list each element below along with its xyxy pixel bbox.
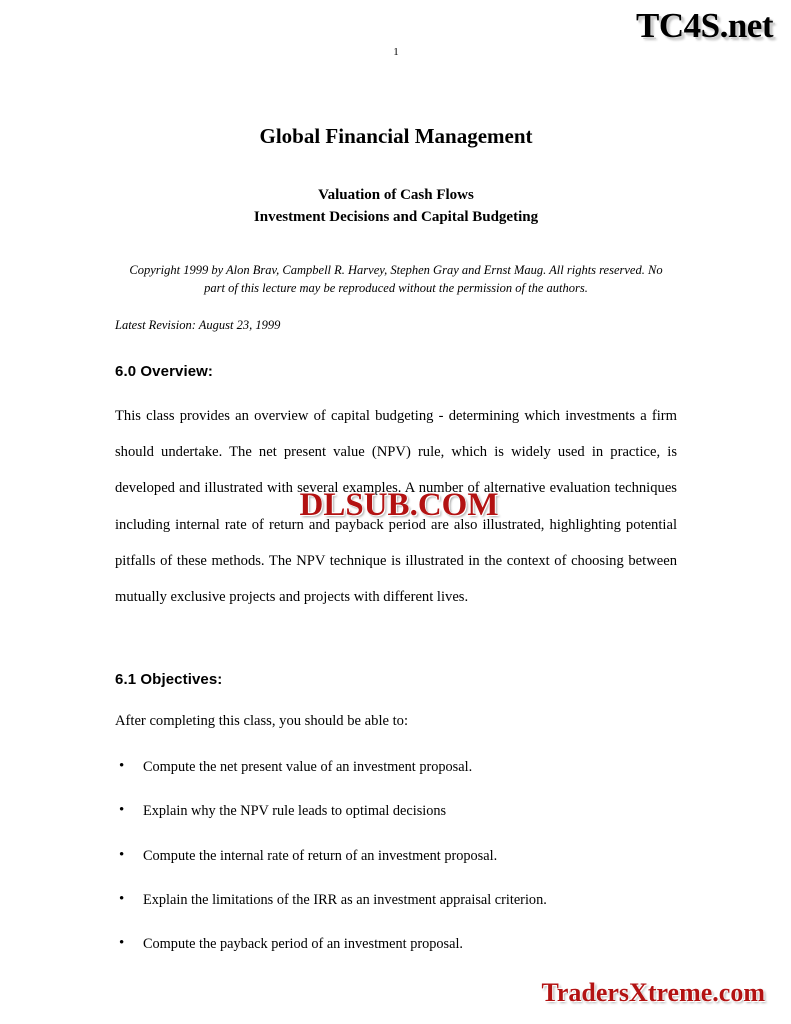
watermark-center: DLSUB.COM [299, 487, 499, 523]
document-content [115, 0, 677, 954]
section-heading-objectives: 6.1 Objectives: [115, 671, 223, 689]
list-item [115, 801, 677, 821]
revision-date: Latest Revision: August 23, 1999 [115, 318, 281, 332]
document-subtitle [115, 185, 677, 229]
list-item [115, 890, 677, 910]
watermark-bottom-right: TradersXtreme.com [541, 978, 765, 1007]
subtitle-line-1: Valuation of Cash Flows [318, 187, 474, 203]
list-item [115, 934, 677, 954]
list-item-label: Compute the internal rate of return of an investment proposal. [143, 847, 498, 864]
subtitle-line-2: Investment Decisions and Capital Budgeting [253, 208, 539, 225]
objectives-lead-text: After completing this class, you should be able to: [115, 713, 409, 730]
section-heading-overview: 6.0 Overview: [115, 363, 214, 380]
list-item-label: Explain why the NPV rule leads to optimal decisions [143, 803, 447, 820]
bullet-icon: • [119, 934, 125, 951]
objectives-list [115, 757, 677, 953]
list-item [115, 846, 677, 866]
list-item [115, 757, 677, 777]
page-number: 1 [393, 46, 399, 58]
bullet-icon: • [119, 890, 125, 907]
watermark-top-right: TC4S.net [636, 6, 773, 45]
copyright-notice: Copyright 1999 by Alon Brav, Campbell R. Harvey, Stephen Gray and Ernst Maug. All rights reserved. No part of this lecture may be reproduced without the permission of the authors. [129, 262, 663, 296]
section-paragraph-overview: This class provides an overview of capital budgeting - determining which investments a firm should undertake. The net present value (NPV) rule, which is widely used in practice, is developed and illustrated with several examples. A number of alternative evaluation techniques including internal rate of return and payback period are also illustrated, highlighting potential pitfalls of these methods. The NPV technique is illustrated in the context of choosing between mutually exclusive projects and projects with different lives. [115, 408, 677, 605]
bullet-icon: • [119, 758, 125, 775]
list-item-label: Explain the limitations of the IRR as an investment appraisal criterion. [143, 891, 547, 908]
list-item-label: Compute the net present value of an investment proposal. [143, 759, 473, 776]
page-title: Global Financial Management [259, 124, 533, 148]
bullet-icon: • [119, 802, 125, 819]
list-item-label: Compute the payback period of an investment proposal. [143, 935, 464, 952]
bullet-icon: • [119, 846, 125, 863]
